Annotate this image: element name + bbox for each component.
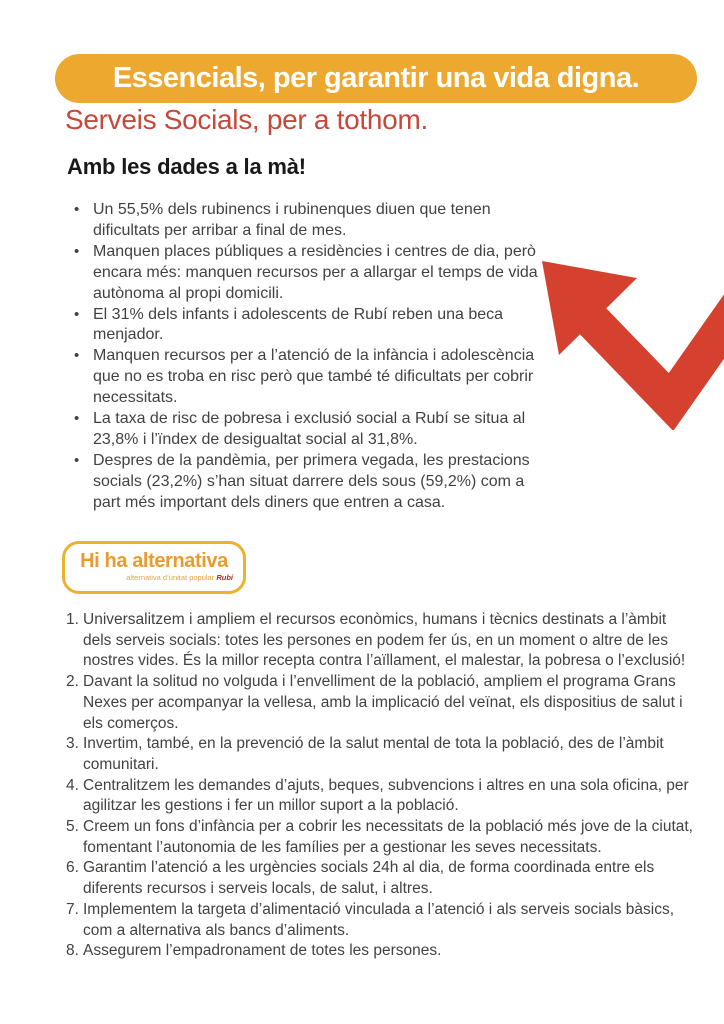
bullet-dot-icon: • — [74, 305, 80, 323]
item-number: 3. — [66, 735, 79, 753]
item-number: 6. — [66, 859, 79, 877]
list-item — [74, 409, 552, 451]
item-text: Davant la solitud no volguda i l’envelliment de la població, ampliem el programa Grans Nexes per acompanyar la vellesa, amb la implicació del veïnat, els dispositius de salut i els comerços. — [83, 673, 683, 732]
bullet-text: Manquen recursos per a l’atenció de la infància i adolescència que no es troba en risc però que també té dificultats per cobrir necessitats. — [93, 347, 535, 407]
brand-badge — [62, 541, 246, 594]
list-item — [74, 451, 552, 514]
list-item — [66, 776, 696, 817]
item-text: Centralitzem les demandes d’ajuts, beques, subvencions i altres en una sola oficina, per agilitzar les gestions i fer un millor suport a la població. — [83, 776, 689, 815]
bullet-text: Manquen places públiques a residències i centres de dia, però encara més: manquen recursos per a allargar el temps de vida autònoma al propi domicili. — [93, 242, 538, 302]
list-item — [66, 734, 696, 775]
list-item — [66, 672, 696, 734]
list-item — [66, 817, 696, 858]
banner — [55, 54, 697, 103]
bullet-text: Un 55,5% dels rubinencs i rubinenques diuen que tenen dificultats per arribar a final de mes. — [93, 201, 491, 239]
badge-brand-name: Rubí — [216, 573, 233, 582]
bullet-dot-icon: • — [74, 451, 80, 469]
item-text: Implementem la targeta d’alimentació vinculada a l’atenció i als serveis socials bàsics, com a alternativa als bancs d’aliments. — [83, 900, 674, 939]
item-number: 2. — [66, 673, 79, 691]
zigzag-arrow-up-left-icon — [534, 252, 724, 430]
list-item — [66, 858, 696, 899]
bullet-dot-icon: • — [74, 242, 80, 260]
list-item — [74, 346, 552, 409]
section-heading: Amb les dades a la mà! — [67, 154, 306, 179]
page-subtitle: Serveis Socials, per a tothom. — [65, 104, 428, 135]
item-number: 1. — [66, 611, 79, 628]
list-item — [66, 941, 696, 962]
badge-title: Hi ha alternativa — [80, 550, 228, 572]
bullet-dot-icon: • — [74, 201, 80, 218]
list-item — [74, 242, 552, 305]
list-item — [74, 305, 552, 347]
stats-bullet-list — [74, 200, 552, 514]
list-item — [66, 610, 696, 672]
item-text: Creem un fons d’infància per a cobrir les necessitats de la població més jove de la ciutat, fomentant l’autonomia de les famílies per a gestionar les seves necessitats. — [83, 818, 693, 856]
badge-subtitle-text: alternativa d’unitat popular — [126, 573, 215, 582]
item-number: 5. — [66, 818, 79, 836]
bullet-dot-icon: • — [74, 347, 80, 365]
item-number: 4. — [66, 776, 79, 794]
badge-subtitle — [65, 573, 243, 582]
item-text: Garantim l’atenció a les urgències socials 24h al dia, de forma coordinada entre els diferents recursos i serveis locals, de salut, i altres. — [83, 859, 655, 898]
list-item — [66, 900, 696, 941]
bullet-dot-icon: • — [74, 410, 80, 428]
proposals-list — [66, 610, 696, 962]
bullet-text: Despres de la pandèmia, per primera vegada, les prestacions socials (23,2%) s’han situat darrere dels sous (59,2%) com a part més important dels diners que entren a casa. — [93, 451, 530, 511]
item-text: Invertim, també, en la prevenció de la salut mental de tota la població, des de l’àmbit comunitari. — [83, 735, 664, 773]
item-text: Assegurem l’empadronament de totes les persones. — [83, 942, 442, 960]
list-item — [74, 200, 552, 242]
banner-title: Essencials, per garantir una vida digna. — [112, 62, 640, 94]
item-number: 8. — [66, 942, 79, 960]
item-number: 7. — [66, 900, 79, 918]
item-text: Universalitzem i ampliem el recursos econòmics, humans i tècnics destinats a l’àmbit dels serveis socials: totes les persones en podem fer ús, en un moment o altre de les nostres vides. És la millor recepta contra l’aïllament, el malestar, la pobresa o l’exclusió! — [83, 611, 686, 670]
bullet-text: El 31% dels infants i adolescents de Rubí reben una beca menjador. — [93, 305, 504, 344]
bullet-text: La taxa de risc de pobresa i exclusió social a Rubí se situa al 23,8% i l’ïndex de desigualtat social al 31,8%. — [93, 410, 526, 448]
